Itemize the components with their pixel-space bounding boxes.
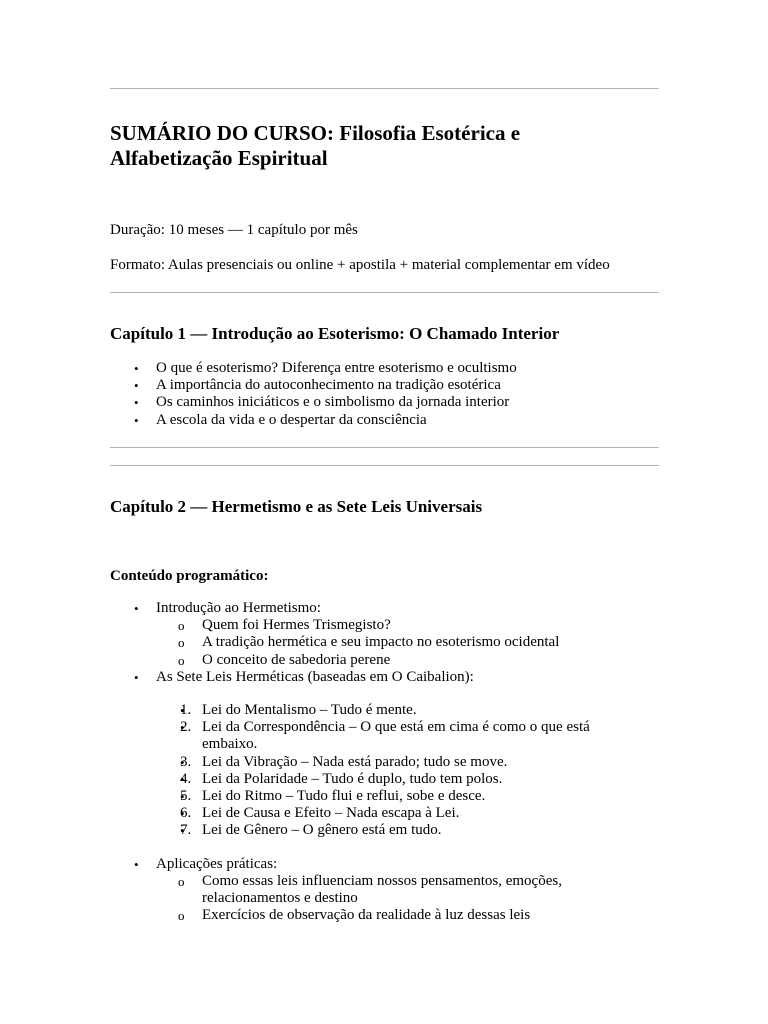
practical-applications-item xyxy=(156,856,656,925)
chapter-1-list xyxy=(156,360,656,429)
duration-text: Duração: 10 meses — 1 capítulo por mês xyxy=(110,222,358,238)
horizontal-rule xyxy=(110,88,659,89)
hermetic-laws-list xyxy=(156,702,612,840)
list-item-label: As Sete Leis Herméticas (baseadas em O Caibalion): xyxy=(156,668,474,685)
law-text: Lei de Gênero – O gênero está em tudo. xyxy=(202,822,442,839)
list-item-label: Introdução ao Hermetismo: xyxy=(156,600,321,616)
sub-list-item: o Como essas leis influenciam nossos pensamentos, emoções, relacionamentos e destino xyxy=(202,873,592,907)
law-text: Lei do Mentalismo – Tudo é mente. xyxy=(202,702,417,719)
chapter-1-heading: Capítulo 1 — Introdução ao Esoterismo: O Chamado Interior xyxy=(110,324,560,343)
list-item: • Os caminhos iniciáticos e o simbolismo da jornada interior xyxy=(156,394,656,411)
sub-list-item: o A tradição hermética e seu impacto no esoterismo ocidental xyxy=(202,634,656,651)
law-text: Lei de Causa e Efeito – Nada escapa à Lei. xyxy=(202,805,460,822)
chapter-2-list xyxy=(156,600,656,924)
list-item: • O que é esoterismo? Diferença entre esoterismo e ocultismo xyxy=(156,360,656,377)
law-item: • 7. Lei de Gênero – O gênero está em tudo. xyxy=(202,822,612,839)
sub-list-item: o Quem foi Hermes Trismegisto? xyxy=(202,617,656,634)
intro-hermetism-item xyxy=(156,600,656,669)
law-item: • 3. Lei da Vibração – Nada está parado; tudo se move. xyxy=(202,754,612,771)
hermetic-laws-item xyxy=(156,669,656,840)
program-content-heading: Conteúdo programático: xyxy=(110,568,269,584)
chapter-2-heading: Capítulo 2 — Hermetismo e as Sete Leis Universais xyxy=(110,497,483,516)
law-item: • 1. Lei do Mentalismo – Tudo é mente. xyxy=(202,702,612,719)
sub-list-item: o O conceito de sabedoria perene xyxy=(202,652,656,669)
applications-sublist xyxy=(156,873,592,925)
law-text: Lei da Correspondência – O que está em cima é como o que está embaixo. xyxy=(202,719,590,753)
law-text: Lei da Polaridade – Tudo é duplo, tudo tem polos. xyxy=(202,770,503,787)
law-item: • 5. Lei do Ritmo – Tudo flui e reflui, sobe e desce. xyxy=(202,788,612,805)
list-item: • A importância do autoconhecimento na tradição esotérica xyxy=(156,377,656,394)
law-item: • 6. Lei de Causa e Efeito – Nada escapa à Lei. xyxy=(202,805,612,822)
horizontal-rule xyxy=(110,292,659,293)
intro-sublist xyxy=(156,617,656,669)
list-item-label: Aplicações práticas: xyxy=(156,855,278,872)
list-item: • A escola da vida e o despertar da consciência xyxy=(156,412,656,429)
course-title: SUMÁRIO DO CURSO: Filosofia Esotérica e Alfabetização Espiritual xyxy=(110,121,521,170)
law-item: • 4. Lei da Polaridade – Tudo é duplo, tudo tem polos. xyxy=(202,771,612,788)
law-text: Lei do Ritmo – Tudo flui e reflui, sobe e desce. xyxy=(202,788,486,805)
law-text: Lei da Vibração – Nada está parado; tudo se move. xyxy=(202,753,508,770)
horizontal-rule xyxy=(110,447,659,448)
format-text: Formato: Aulas presenciais ou online + apostila + material complementar em vídeo xyxy=(110,257,610,273)
sub-list-item: o Exercícios de observação da realidade à luz dessas leis xyxy=(202,907,592,924)
law-item: • 2. Lei da Correspondência – O que está em cima é como o que está embaixo. xyxy=(202,719,612,753)
horizontal-rule xyxy=(110,465,659,466)
